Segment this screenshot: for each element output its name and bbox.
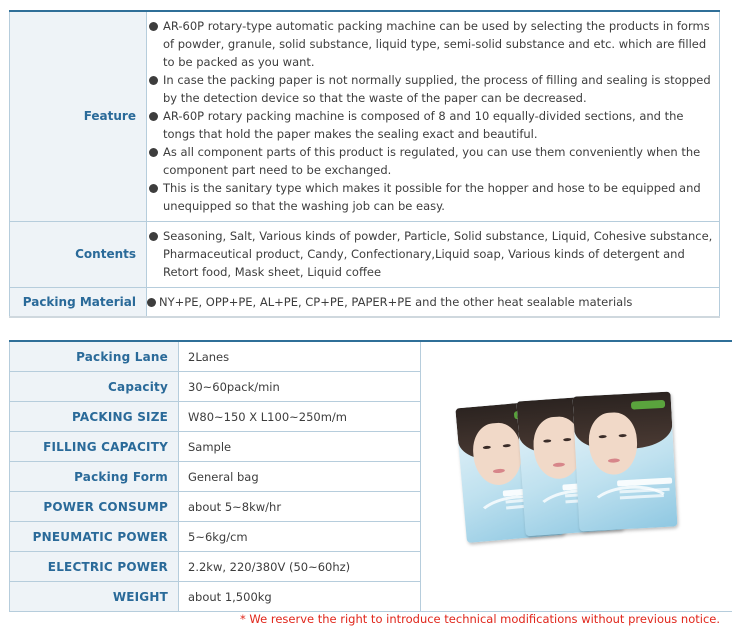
spec-value: 5~6kg/cm bbox=[179, 522, 421, 552]
spec-label: PNEUMATIC POWER bbox=[10, 522, 179, 552]
feature-item: As all component parts of this product is regulated, you can use them conveniently when the component part need to be exchanged. bbox=[147, 143, 719, 179]
packing-material-label: Packing Material bbox=[10, 287, 147, 316]
bullet-icon bbox=[149, 112, 158, 121]
spec-label: Capacity bbox=[10, 372, 179, 402]
bullet-icon bbox=[149, 148, 158, 157]
spec-value: about 1,500kg bbox=[179, 582, 421, 612]
spec-label: FILLING CAPACITY bbox=[10, 432, 179, 462]
bullet-icon bbox=[149, 184, 158, 193]
spec-value: General bag bbox=[179, 462, 421, 492]
spec-row bbox=[10, 341, 732, 372]
spec-value: Sample bbox=[179, 432, 421, 462]
spec-label: ELECTRIC POWER bbox=[10, 552, 179, 582]
feature-label: Feature bbox=[10, 11, 147, 221]
spec-table bbox=[9, 340, 732, 612]
spec-label: Packing Form bbox=[10, 462, 179, 492]
contents-label: Contents bbox=[10, 221, 147, 287]
feature-item: In case the packing paper is not normally supplied, the process of filling and sealing is stopped by the detection device so that the waste of the paper can be decreased. bbox=[147, 71, 719, 107]
spec-value: 2Lanes bbox=[179, 341, 421, 372]
divider bbox=[9, 316, 720, 318]
feature-table bbox=[9, 10, 720, 317]
spec-label: WEIGHT bbox=[10, 582, 179, 612]
spec-label: POWER CONSUMP bbox=[10, 492, 179, 522]
feature-item: This is the sanitary type which makes it possible for the hopper and hose to be equipped and unequipped so that the washing job can be easy. bbox=[147, 179, 719, 215]
spec-value: W80~150 X L100~250m/m bbox=[179, 402, 421, 432]
bullet-icon bbox=[149, 22, 158, 31]
feature-item: AR-60P rotary-type automatic packing machine can be used by selecting the products in forms of powder, granule, solid substance, liquid type, semi-solid substance and etc. which are filled to be packed as you want. bbox=[147, 17, 719, 71]
contents-text: Seasoning, Salt, Various kinds of powder, Particle, Solid substance, Liquid, Cohesive substance, Pharmaceutical product, Candy, Confectionary,Liquid soap, Various kinds of detergent and Retort food, Mask sheet, Liquid coffee bbox=[163, 229, 713, 279]
packing-material-text: NY+PE, OPP+PE, AL+PE, CP+PE, PAPER+PE and the other heat sealable materials bbox=[159, 294, 633, 309]
spec-value: 2.2kw, 220/380V (50~60hz) bbox=[179, 552, 421, 582]
spec-label: PACKING SIZE bbox=[10, 402, 179, 432]
product-image-cell bbox=[421, 341, 732, 612]
disclaimer-note: * We reserve the right to introduce technical modifications without previous notice. bbox=[240, 612, 720, 626]
spec-value: 30~60pack/min bbox=[179, 372, 421, 402]
feature-description bbox=[147, 11, 720, 221]
feature-item: AR-60P rotary packing machine is composed of 8 and 10 equally-divided sections, and the tongs that hold the paper makes the sealing exact and beautiful. bbox=[147, 107, 719, 143]
spec-value: about 5~8kw/hr bbox=[179, 492, 421, 522]
bullet-icon bbox=[149, 76, 158, 85]
packing-material-description bbox=[147, 287, 720, 316]
product-image bbox=[421, 342, 732, 611]
spec-label: Packing Lane bbox=[10, 341, 179, 372]
mask-pack-image bbox=[573, 392, 678, 532]
bullet-icon bbox=[149, 232, 158, 241]
bullet-icon bbox=[147, 298, 156, 307]
contents-description bbox=[147, 221, 720, 287]
